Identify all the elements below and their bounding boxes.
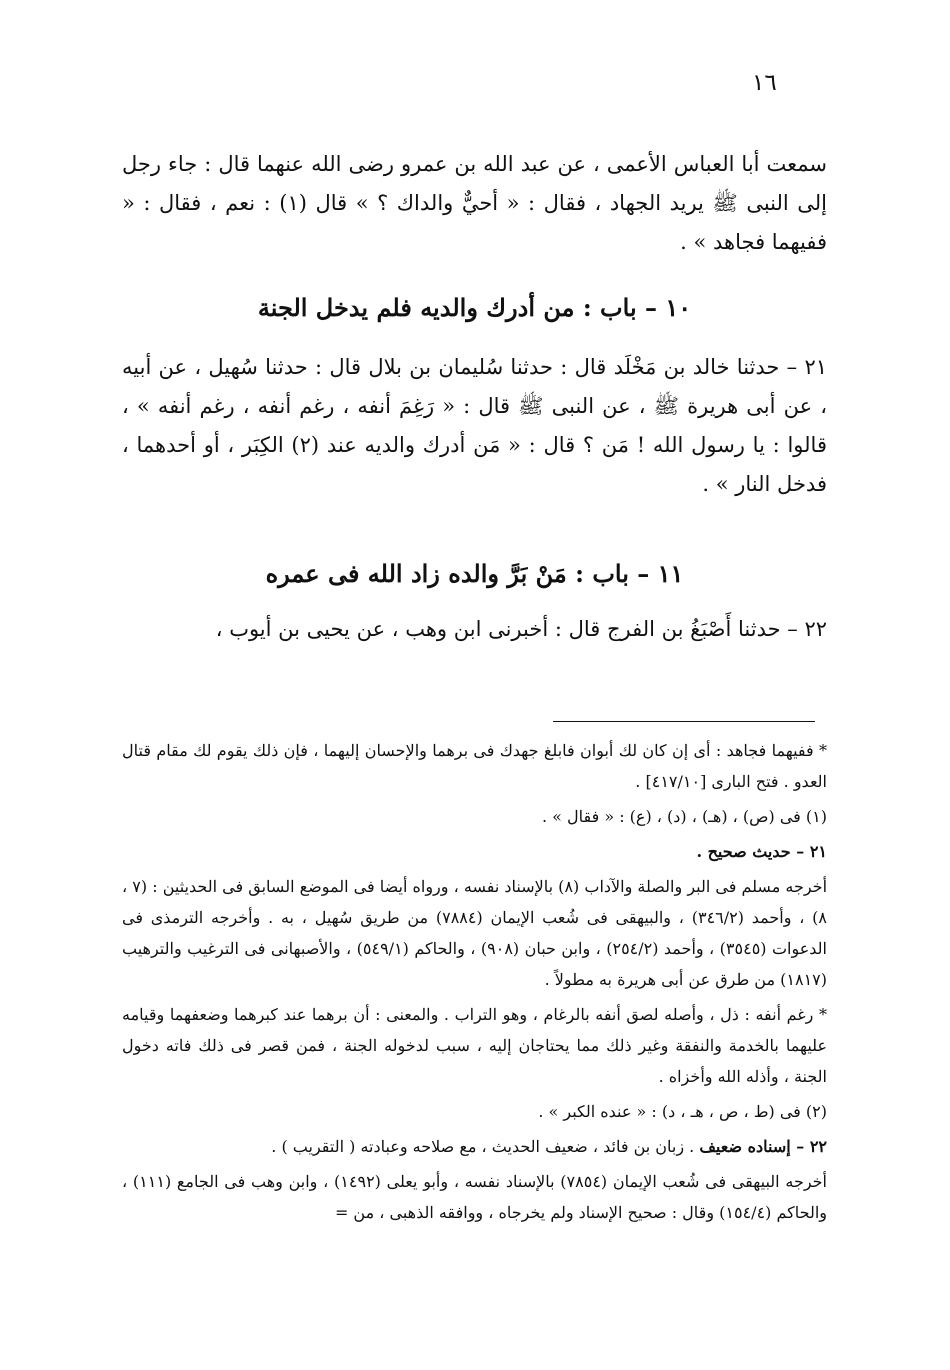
main-text [122,145,827,649]
page-number: ١٦ [752,70,777,96]
footnote-2: (٢) فى (ط ، ص ، هـ ، د) : « عنده الكبر » . [538,1102,827,1121]
footnote-1: (١) فى (ص) ، (هـ) ، (د) ، (ع) : « فقال » . [541,807,827,826]
note-22-grade: ٢٢ – إسناده ضعيف [699,1137,827,1156]
chapter-10-heading: ١٠ – باب : من أدرك والديه فلم يدخل الجنة [257,293,692,322]
chapter-11-heading: ١١ – باب : مَنْ بَرَّ والده زاد الله فى عمره [265,559,684,588]
hadith-20-ending: سمعت أبا العباس الأعمى ، عن عبد الله بن عمرو رضى الله عنهما قال : جاء رجل إلى النبى ﷺ يريد الجهاد ، فقال : « أحيٌّ والداك ؟ » قال (١) : نعم ، فقال : « ففيهما فجاهد » . [122,152,828,254]
note-21-takhrij: أخرجه مسلم فى البر والصلة والآداب (٨) بالإسناد نفسه ، ورواه أيضا فى الموضع السابق فى الحديثين : (٧ ، ٨) ، وأحمد (٣٤٦/٢) ، والبيهقى فى شُعب الإيمان (٧٨٨٤) من طريق سُهيل ، به . وأخرجه الترمذى فى الدعوات (٣٥٤٥) ، وأحمد (٢٥٤/٢) ، وابن حبان (٩٠٨) ، والحاكم (٥٤٩/١) ، والأصبهانى فى الترغيب والترهيب (١٨١٧) من طرق عن أبى هريرة به مطولاً . [122,877,828,989]
hadith-21: ٢١ – حدثنا خالد بن مَخْلَد قال : حدثنا سُليمان بن بلال قال : حدثنا سُهيل ، عن أبيه ، عن أبى هريرة ﷺ ، عن النبى ﷺ قال : « رَغِمَ أنفه ، رغم أنفه ، رغم أنفه » ، قالوا : يا رسول الله ! مَن ؟ قال : « مَن أدرك والديه عند (٢) الكِبَر ، أو أحدهما ، فدخل النار » . [122,355,827,496]
footnote-separator [553,721,815,722]
footnote-star-2: * رغم أنفه : ذل ، وأصله لصق أنفه بالرغام ، وهو التراب . والمعنى : أن برهما عند كبرهما وضعفهما وقيامه عليهما بالخدمة والنفقة وغير ذلك مما يحتاجان إليه ، سبب لدخوله الجنة ، فمن قصر فى ذلك فاته دخول الجنة ، وأذله الله وأخزاه . [122,1005,827,1086]
footnote-star-1: * ففيهما فجاهد : أى إن كان لك أبوان فابلغ جهدك فى برهما والإحسان إليهما ، فإن ذلك يقوم لك مقام قتال العدو . فتح البارى [٤١٧/١٠] . [122,741,827,791]
footnotes [122,735,827,1232]
hadith-22-beginning: ٢٢ – حدثنا أَصْبَغُ بن الفرج قال : أخبرنى ابن وهب ، عن يحيى بن أيوب ، [215,617,827,641]
note-22-takhrij: أخرجه البيهقى فى شُعب الإيمان (٧٨٥٤) بالإسناد نفسه ، وأبو يعلى (١٤٩٢) ، وابن وهب فى الجامع (١١١) ، والحاكم (١٥٤/٤) وقال : صحيح الإسناد ولم يخرجاه ، ووافقه الذهبى ، من = [122,1172,827,1222]
note-21-heading: ٢١ – حديث صحيح . [696,842,827,861]
note-22-heading [122,1131,827,1162]
note-22-grade-detail: . زبان بن فائد ، ضعيف الحديث ، مع صلاحه وعبادته ( التقريب ) . [271,1137,700,1156]
